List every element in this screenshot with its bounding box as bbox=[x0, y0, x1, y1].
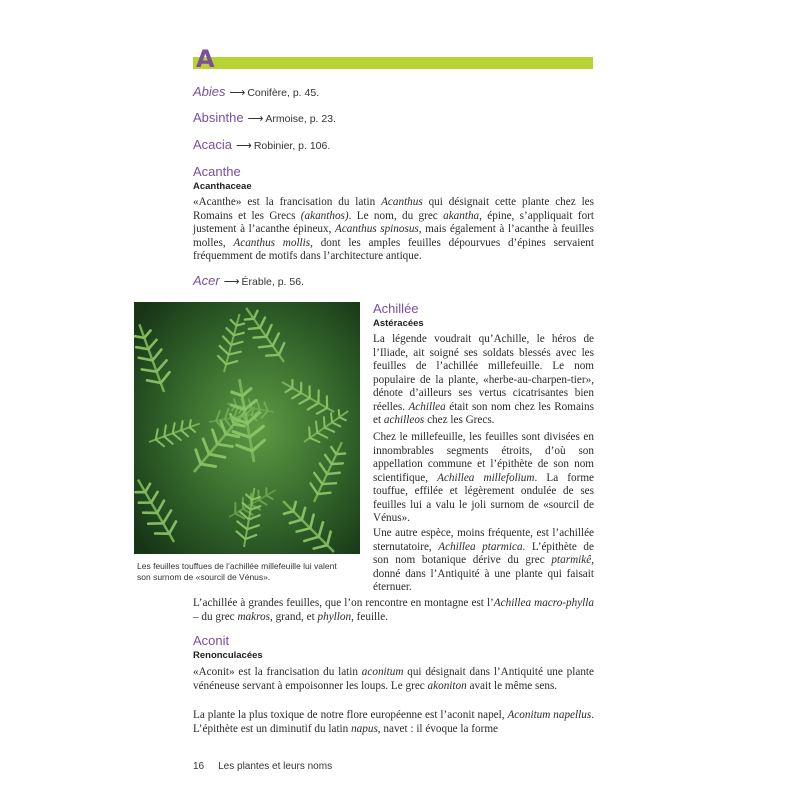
xref-acer bbox=[193, 274, 304, 289]
xref-abies bbox=[193, 85, 319, 100]
xref-head: Acer bbox=[193, 273, 220, 288]
xref-target: Conifère, p. 45. bbox=[247, 87, 320, 99]
achillee-paragraph-3: Une autre espèce, moins fréquente, est l’achillée sternutatoire, Achillea ptarmica. L’épithète de son nom botanique dérive du grec ptarmikê, donné dans l’Antiquité à une plante qui faisait éternuer. bbox=[373, 527, 594, 593]
xref-head: Absinthe bbox=[193, 110, 244, 125]
xref-target: Érable, p. 56. bbox=[241, 276, 304, 288]
aconit-paragraph-2: La plante la plus toxique de notre flore européenne est l’aconit napel, Aconitum napellus. L’épithète est un diminutif du latin napus, navet : il évoque la forme bbox=[193, 709, 594, 735]
aconit-paragraph-1: «Aconit» est la francisation du latin aconitum qui désignait dans l’Antiquité une plante vénéneuse servant à empoisonner les loups. Le grec akoniton avait le même sens. bbox=[193, 666, 594, 692]
section-letter-band bbox=[193, 57, 593, 69]
entry-title-acanthe: Acanthe bbox=[193, 164, 241, 179]
xref-absinthe bbox=[193, 111, 336, 126]
entry-title-aconit: Aconit bbox=[193, 633, 230, 648]
arrow-icon: ⟶ bbox=[223, 276, 240, 288]
photo-caption: Les feuilles touffues de l’achillée millefeuille lui valent son surnom de «sourcil de Vénus». bbox=[137, 561, 337, 582]
arrow-icon: ⟶ bbox=[229, 87, 246, 99]
achillee-paragraph-2: Chez le millefeuille, les feuilles sont divisées en innombrables segments étroits, d’où son appellation commune et l’épithète de son nom scientifique, Achillea millefolium. La forme touffue, effilée et légèrement ondulée de ses feuilles lui a valu le joli surnom de «sourcil de Vénus». bbox=[373, 431, 594, 524]
entry-family-achillee: Astéracées bbox=[373, 318, 424, 329]
xref-target: Armoise, p. 23. bbox=[265, 113, 336, 125]
xref-head: Acacia bbox=[193, 137, 233, 152]
entry-title-achillee: Achillée bbox=[373, 301, 419, 316]
page-number: 16 bbox=[193, 761, 205, 772]
arrow-icon: ⟶ bbox=[247, 113, 264, 125]
achillee-paragraph-1: La légende voudrait qu’Achille, le héros de l’Iliade, ait soigné ses soldats blessés avec les feuilles de l’achillée millefeuille. Le nom populaire de la plante, «herbe-au-charpen-tier», dénote d’ailleurs ses vertus cicatrisantes bien réelles. Achillea était son nom chez les Romains et achilleos chez les Grecs. bbox=[373, 333, 594, 426]
xref-head: Abies bbox=[193, 84, 226, 99]
xref-acacia bbox=[193, 138, 330, 153]
page-footer bbox=[193, 761, 332, 772]
acanthe-paragraph: «Acanthe» est la francisation du latin Acanthus qui désignait cette plante chez les Romains et les Grecs (akanthos). Le nom, du grec akantha, épine, s’appliquait fort justement à l’acanthe épineux, Acanthus spinosus, mais également à l’acanthe à feuilles molles, Acanthus mollis, dont les amples feuilles dépourvues d’épines servaient fréquemment de motifs dans l’architecture antique. bbox=[193, 196, 594, 262]
section-letter: A bbox=[196, 45, 215, 73]
achillea-foliage-photo bbox=[134, 302, 360, 554]
running-title: Les plantes et leurs noms bbox=[218, 761, 333, 772]
xref-target: Robinier, p. 106. bbox=[253, 140, 331, 152]
entry-family-aconit: Renonculacées bbox=[193, 650, 263, 661]
arrow-icon: ⟶ bbox=[236, 140, 252, 152]
entry-family-acanthe: Acanthaceae bbox=[193, 181, 252, 192]
achillee-paragraph-4: L’achillée à grandes feuilles, que l’on rencontre en montagne est l’Achillea macro-phylla – du grec makros, grand, et phyllon, feuille. bbox=[193, 597, 594, 623]
